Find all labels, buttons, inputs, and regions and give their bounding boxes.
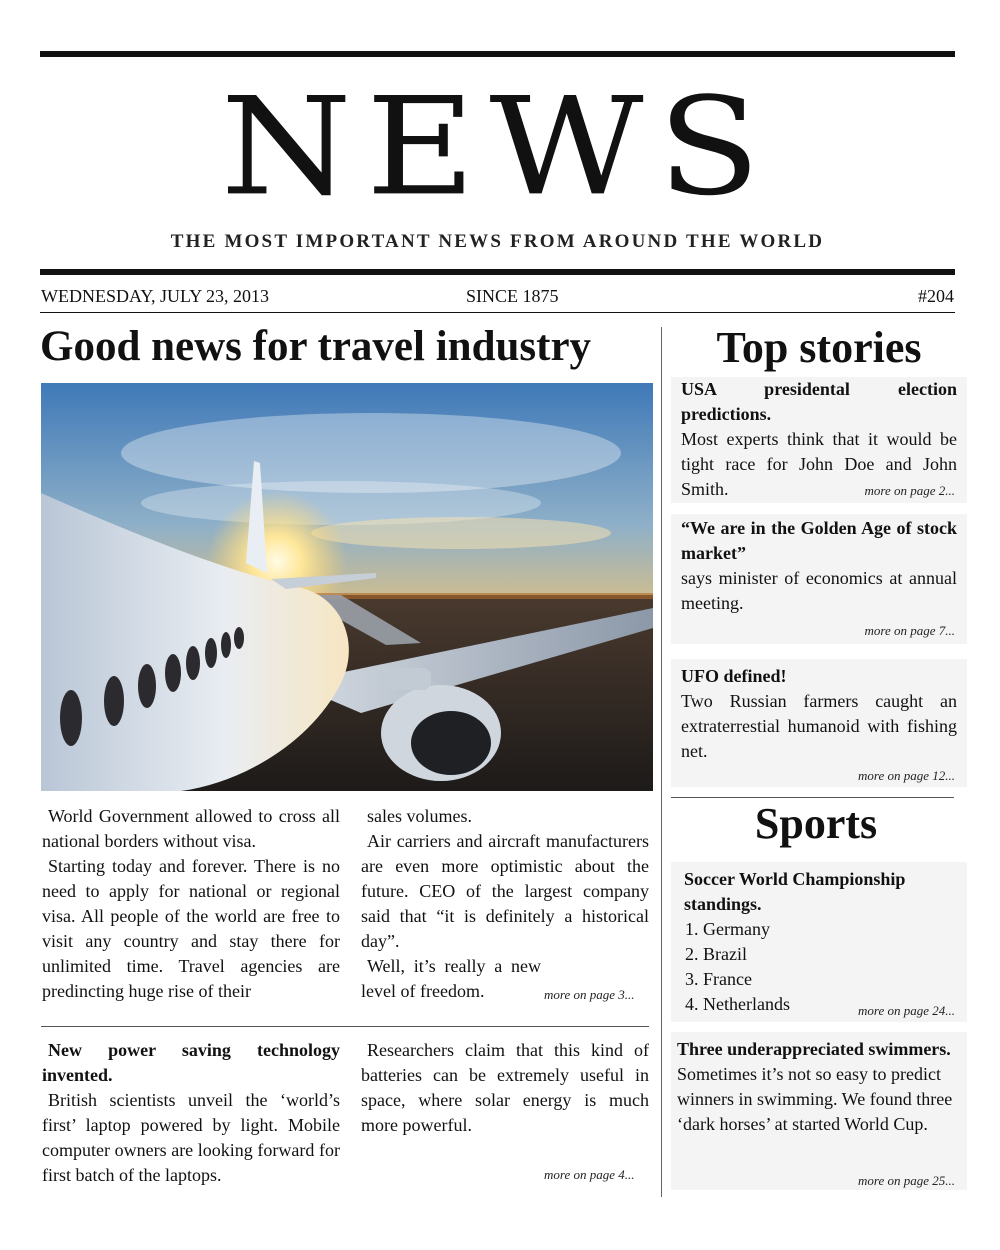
top-story-more-link[interactable]: more on page 7...	[864, 623, 955, 638]
airplane-photo-illustration	[41, 383, 653, 791]
standings-list	[671, 917, 967, 1017]
masthead-bottom-rule	[40, 269, 955, 275]
main-story-more-link[interactable]: more on page 3...	[544, 987, 635, 1002]
second-story-column-2	[361, 1038, 649, 1138]
main-story-paragraph: Starting today and forever. There is no need to apply for national or regional visa. All people of the world are free to visit any country and stay there for unlimited time. Travel agencies are predincting huge rise of their	[42, 856, 340, 1001]
top-story-title: UFO defined!	[681, 666, 787, 686]
second-story-paragraph: Researchers claim that this kind of batteries can be extremely useful in space, where solar energy is much more powerful.	[361, 1040, 649, 1135]
main-story-paragraph: World Government allowed to cross all national borders without visa.	[42, 806, 340, 851]
top-story-more-link[interactable]: more on page 12...	[857, 768, 955, 783]
main-story-column-2	[361, 804, 649, 1004]
top-story-body: says minister of economics at annual meeting.	[681, 568, 957, 613]
standings-item: 2. Brazil	[685, 944, 747, 964]
main-story-paragraph: Air carriers and aircraft manufacturers are even more optimistic about the future. CEO of the largest company said that “it is definitely a historical day”.	[361, 831, 649, 951]
top-story-title: USA presidental election predictions.	[681, 379, 957, 424]
story-separator	[41, 1026, 649, 1027]
swimmers-card	[671, 1032, 967, 1190]
top-story-card-1	[671, 377, 967, 503]
top-story-card-3	[671, 659, 967, 787]
sports-standings-more-link[interactable]: more on page 24...	[857, 1003, 955, 1018]
swimmers-body: Sometimes it’s not so easy to predict winners in swimming. We found three ‘dark horses’ at started World Cup.	[677, 1064, 953, 1134]
airplane-sunset-photo	[41, 383, 653, 791]
sports-heading: Sports	[754, 799, 878, 848]
second-story-more-link[interactable]: more on page 4...	[544, 1167, 635, 1182]
top-story-title: “We are in the Golden Age of stock market”	[681, 518, 957, 563]
second-story-title: New power saving technology invented.	[42, 1040, 340, 1085]
second-story-paragraph: British scientists unveil the ‘world’s first’ laptop powered by light. Mobile computer owners are looking forward for first batch of the laptops.	[42, 1090, 340, 1185]
standings-item: 4. Netherlands	[685, 994, 790, 1014]
issue-number: #204	[918, 286, 954, 306]
top-story-body: Two Russian farmers caught an extraterrestial humanoid with fishing net.	[681, 691, 957, 761]
main-story-column-1	[42, 804, 340, 1004]
sports-standings-card	[671, 862, 967, 1022]
masthead-title: NEWS	[220, 69, 775, 226]
sports-standings-title: Soccer World Championship standings.	[684, 869, 906, 914]
swimmers-title: Three underappreciated swimmers.	[677, 1039, 951, 1059]
standings-item: 3. France	[685, 969, 752, 989]
column-divider	[661, 327, 662, 1197]
swimmers-more-link[interactable]: more on page 25...	[857, 1173, 955, 1188]
top-story-more-link[interactable]: more on page 2...	[864, 483, 955, 498]
top-story-body: Most experts think that it would be tight race for John Doe and John Smith.	[681, 429, 957, 499]
main-story-paragraph: sales volumes.	[367, 806, 472, 826]
top-stories-heading: Top stories	[716, 323, 922, 372]
issue-date: WEDNESDAY, JULY 23, 2013	[41, 286, 270, 306]
standings-item: 1. Germany	[685, 919, 770, 939]
top-rule	[40, 51, 955, 57]
main-story-paragraph: Well, it’s really a new level of freedom.	[361, 956, 541, 1001]
since-year: SINCE 1875	[466, 286, 559, 306]
top-story-card-2	[671, 514, 967, 644]
sports-separator	[671, 797, 954, 798]
second-story-column-1	[42, 1038, 340, 1188]
masthead-tagline: THE MOST IMPORTANT NEWS FROM AROUND THE WORLD	[170, 231, 825, 252]
main-headline: Good news for travel industry	[40, 323, 592, 370]
dateline-rule	[40, 312, 955, 313]
